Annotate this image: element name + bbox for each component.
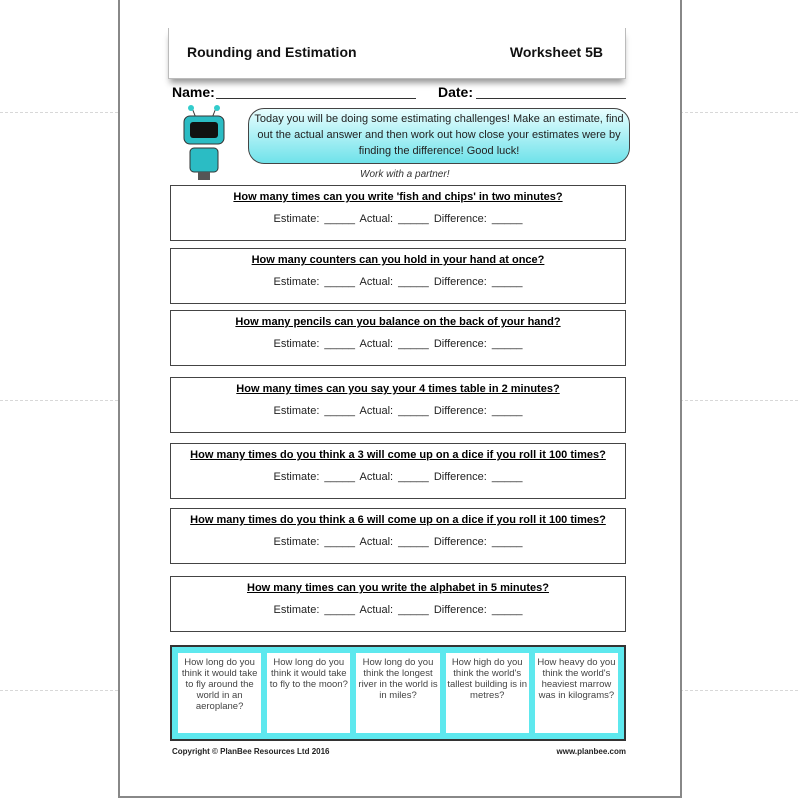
- extension-question: How heavy do you think the world's heaviest marrow was in kilograms?: [535, 653, 618, 733]
- difference-field[interactable]: Difference: _____: [433, 338, 523, 350]
- estimate-field[interactable]: Estimate: _____: [273, 471, 356, 483]
- name-field[interactable]: [216, 98, 416, 99]
- partner-note: Work with a partner!: [360, 169, 450, 180]
- difference-field[interactable]: Difference: _____: [433, 604, 523, 616]
- extension-questions: [170, 645, 626, 741]
- estimate-field[interactable]: Estimate: _____: [273, 536, 356, 548]
- date-field[interactable]: [476, 98, 626, 99]
- difference-field[interactable]: Difference: _____: [433, 405, 523, 417]
- estimate-field[interactable]: Estimate: _____: [273, 276, 356, 288]
- question-text: How many times can you write 'fish and chips' in two minutes?: [233, 191, 563, 203]
- worksheet-number: Worksheet 5B: [509, 44, 603, 60]
- question-box: [170, 248, 626, 304]
- question-box: [170, 443, 626, 499]
- extension-question: How long do you think it would take to fly around the world in an aeroplane?: [178, 653, 261, 733]
- question-text: How many counters can you hold in your hand at once?: [251, 254, 545, 266]
- question-text: How many times do you think a 6 will come up on a dice if you roll it 100 times?: [190, 514, 606, 526]
- question-box: [170, 185, 626, 241]
- estimate-field[interactable]: Estimate: _____: [273, 604, 356, 616]
- difference-field[interactable]: Difference: _____: [433, 536, 523, 548]
- estimate-field[interactable]: Estimate: _____: [273, 338, 356, 350]
- copyright: Copyright © PlanBee Resources Ltd 2016: [172, 747, 330, 756]
- worksheet-header: [168, 28, 626, 79]
- actual-field[interactable]: Actual: _____: [359, 536, 429, 548]
- website-link: www.planbee.com: [556, 747, 626, 756]
- actual-field[interactable]: Actual: _____: [359, 471, 429, 483]
- actual-field[interactable]: Actual: _____: [359, 604, 429, 616]
- difference-field[interactable]: Difference: _____: [433, 471, 523, 483]
- name-label: Name:: [172, 84, 215, 100]
- difference-field[interactable]: Difference: _____: [433, 276, 523, 288]
- question-text: How many times can you write the alphabet in 5 minutes?: [247, 582, 549, 594]
- question-text: How many times can you say your 4 times table in 2 minutes?: [236, 383, 560, 395]
- question-text: How many times do you think a 3 will come up on a dice if you roll it 100 times?: [190, 449, 606, 461]
- actual-field[interactable]: Actual: _____: [359, 405, 429, 417]
- actual-field[interactable]: Actual: _____: [359, 276, 429, 288]
- actual-field[interactable]: Actual: _____: [359, 213, 429, 225]
- estimate-field[interactable]: Estimate: _____: [273, 405, 356, 417]
- question-box: [170, 377, 626, 433]
- date-label: Date:: [438, 84, 474, 100]
- robot-icon: [176, 104, 232, 184]
- question-box: [170, 508, 626, 564]
- actual-field[interactable]: Actual: _____: [359, 338, 429, 350]
- question-box: [170, 576, 626, 632]
- worksheet-page: [118, 0, 682, 798]
- extension-question: How long do you think it would take to fly to the moon?: [267, 653, 350, 733]
- extension-question: How high do you think the world's tallest building is in metres?: [446, 653, 529, 733]
- extension-question: How long do you think the longest river in the world is in miles?: [356, 653, 439, 733]
- estimate-field[interactable]: Estimate: _____: [273, 213, 356, 225]
- intro-speech-bubble: Today you will be doing some estimating challenges! Make an estimate, find out the actual answer and then work out how close your estimates were by finding the difference! Good luck!: [248, 108, 630, 164]
- question-box: [170, 310, 626, 366]
- worksheet-title: Rounding and Estimation: [187, 44, 357, 60]
- difference-field[interactable]: Difference: _____: [433, 213, 523, 225]
- question-text: How many pencils can you balance on the back of your hand?: [235, 316, 561, 328]
